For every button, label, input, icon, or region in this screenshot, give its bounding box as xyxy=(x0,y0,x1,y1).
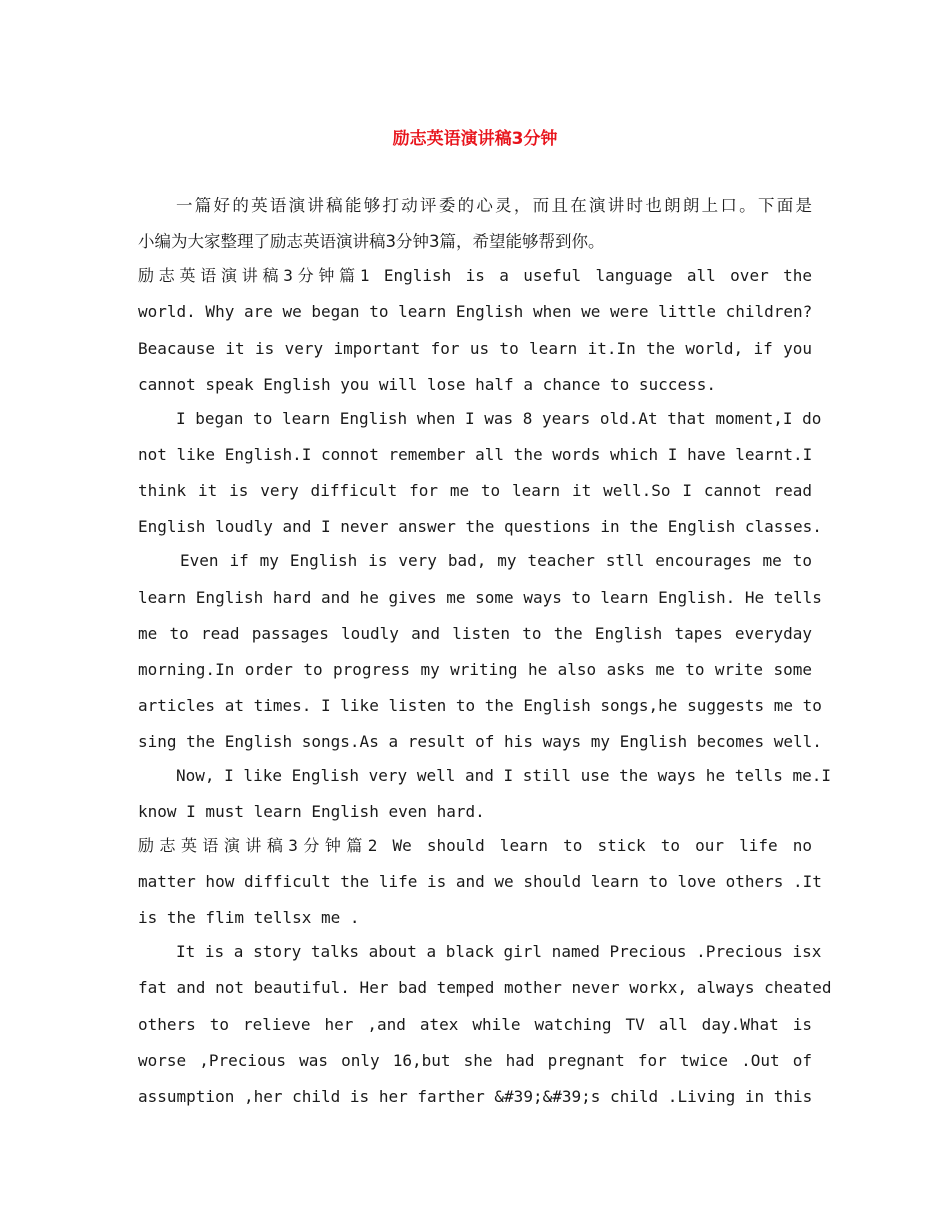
paragraph-line: fat and not beautiful. Her bad temped mother never workx, always cheated xyxy=(138,978,832,997)
paragraph-line: is the flim tellsx me . xyxy=(138,908,360,927)
paragraph-line: It is a story talks about a black girl named Precious .Precious isx xyxy=(176,942,822,961)
paragraph-line: cannot speak English you will lose half a chance to success. xyxy=(138,375,716,394)
paragraph-line: 小编为大家整理了励志英语演讲稿3分钟3篇，希望能够帮到你。 xyxy=(138,232,605,251)
paragraph-line: think it is very difficult for me to learn it well.So I cannot read xyxy=(138,481,812,500)
document-title: 励志英语演讲稿3分钟 xyxy=(392,129,558,149)
paragraph-line: learn English hard and he gives me some ways to learn English. He tells xyxy=(138,588,822,607)
paragraph-line: assumption ,her child is her farther &#39;&#39;s child .Living in this xyxy=(138,1087,813,1106)
paragraph-line: me to read passages loudly and listen to the English tapes everyday xyxy=(138,624,812,643)
paragraph-line: world. Why are we began to learn English when we were little children? xyxy=(138,302,813,321)
paragraph-line: worse ,Precious was only 16,but she had pregnant for twice .Out of xyxy=(138,1051,812,1070)
paragraph-line: articles at times. I like listen to the English songs,he suggests me to xyxy=(138,696,822,715)
paragraph-line: Beacause it is very important for us to learn it.In the world, if you xyxy=(138,339,812,358)
paragraph-line: Now, I like English very well and I still use the ways he tells me.I xyxy=(176,766,832,785)
section-heading-line: 励志英语演讲稿3分钟篇2 We should learn to stick to our life no xyxy=(138,836,812,855)
paragraph-line: others to relieve her ,and atex while watching TV all day.What is xyxy=(138,1015,812,1034)
paragraph-line: matter how difficult the life is and we should learn to love others .It xyxy=(138,872,822,891)
paragraph-line: 一篇好的英语演讲稿能够打动评委的心灵，而且在演讲时也朗朗上口。下面是 xyxy=(176,196,812,215)
paragraph-line: know I must learn English even hard. xyxy=(138,802,485,821)
paragraph-line: morning.In order to progress my writing he also asks me to write some xyxy=(138,660,812,679)
paragraph-line: sing the English songs.As a result of his ways my English becomes well. xyxy=(138,732,822,751)
paragraph-line: I began to learn English when I was 8 years old.At that moment,I do xyxy=(176,409,822,428)
paragraph-line: English loudly and I never answer the questions in the English classes. xyxy=(138,517,822,536)
paragraph-line: not like English.I connot remember all the words which I have learnt.I xyxy=(138,445,813,464)
paragraph-line: Even if my English is very bad, my teacher stll encourages me to xyxy=(180,551,812,570)
section-heading-line: 励志英语演讲稿3分钟篇1 English is a useful language all over the xyxy=(138,266,812,285)
